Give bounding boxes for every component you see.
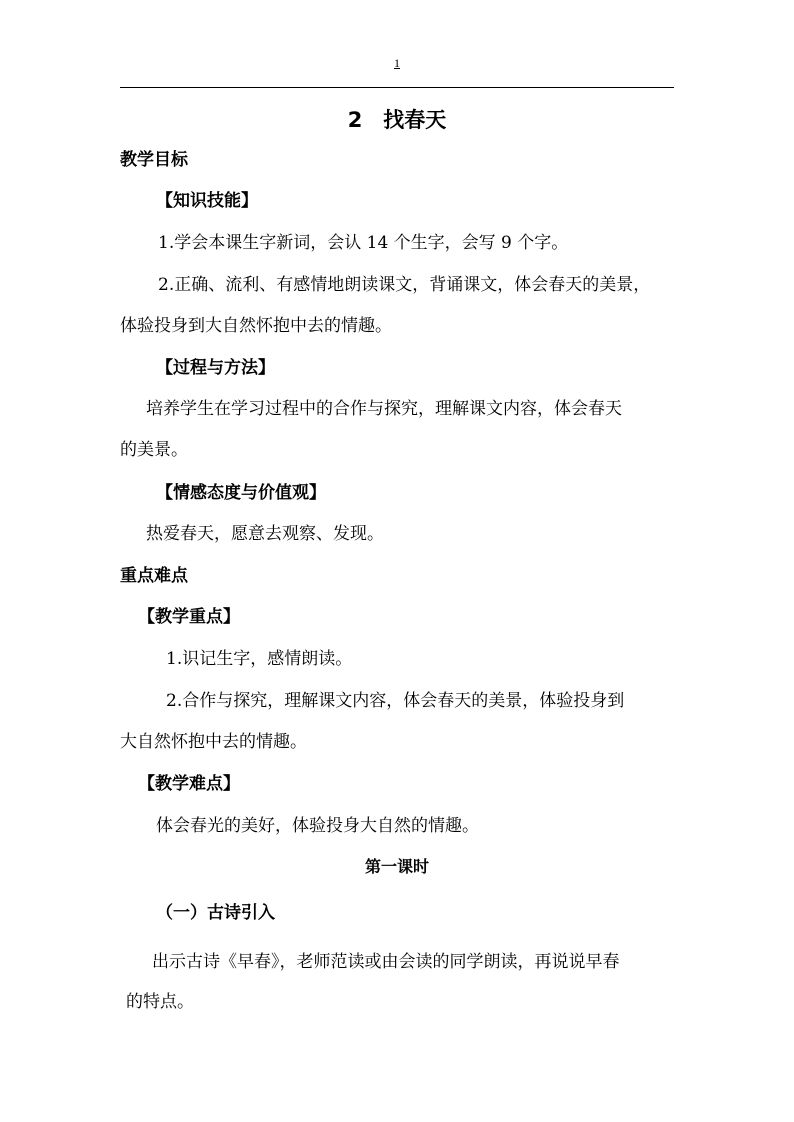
knowledge-item-2-line-2: 体验投身到大自然怀抱中去的情趣。 bbox=[120, 316, 392, 336]
emotion-text: 热爱春天，愿意去观察、发现。 bbox=[146, 524, 384, 544]
process-line-1: 培养学生在学习过程中的合作与探究，理解课文内容，体会春天 bbox=[146, 399, 622, 419]
difficult-text: 体会春光的美好，体验投身大自然的情趣。 bbox=[156, 816, 479, 836]
part-1-line-1: 出示古诗《早春》，老师范读或由会读的同学朗读，再说说早春 bbox=[152, 952, 620, 972]
key-item-2-line-2: 大自然怀抱中去的情趣。 bbox=[120, 732, 307, 752]
part-1-line-2: 的特点。 bbox=[126, 992, 194, 1012]
objectives-heading: 教学目标 bbox=[120, 150, 188, 170]
key-points-heading: 【教学重点】 bbox=[138, 607, 240, 627]
process-line-2: 的美景。 bbox=[120, 440, 188, 460]
lesson-period-heading: 第一课时 bbox=[364, 857, 429, 876]
header-rule bbox=[120, 87, 674, 88]
process-heading: 【过程与方法】 bbox=[156, 358, 275, 378]
difficult-points-heading: 【教学难点】 bbox=[138, 774, 240, 794]
knowledge-item-2-line-1: 2.正确、流利、有感情地朗读课文，背诵课文，体会春天的美景， bbox=[158, 275, 651, 295]
key-item-2-line-1: 2.合作与探究，理解课文内容，体会春天的美景，体验投身到 bbox=[166, 691, 625, 711]
page-number: 1 bbox=[394, 56, 400, 70]
part-1-heading: （一）古诗引入 bbox=[156, 903, 275, 923]
knowledge-item-1: 1.学会本课生字新词，会认 14 个生字，会写 9 个字。 bbox=[158, 233, 569, 253]
key-item-1: 1.识记生字，感情朗读。 bbox=[166, 649, 353, 669]
knowledge-heading: 【知识技能】 bbox=[156, 191, 258, 211]
emotion-heading: 【情感态度与价值观】 bbox=[156, 483, 326, 503]
key-difficult-heading: 重点难点 bbox=[120, 566, 188, 586]
lesson-title: 2 找春天 bbox=[347, 108, 447, 132]
